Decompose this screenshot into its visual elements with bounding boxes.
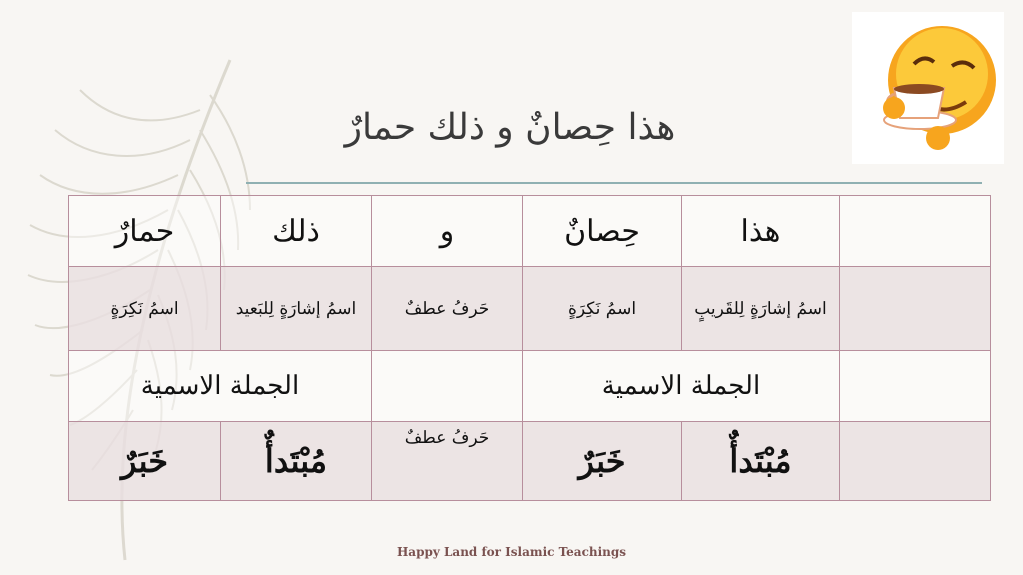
type-cell: اسمُ إشارَةٍ لِلبَعيد	[221, 267, 372, 351]
role-cell: حَرفُ عطفٌ	[372, 422, 523, 501]
word-cell-empty	[840, 196, 991, 267]
footer-credit: Happy Land for Islamic Teachings	[396, 545, 627, 559]
sentence-cell-second: الجملة الاسمية	[69, 351, 372, 422]
type-cell-empty	[840, 267, 991, 351]
table-row-roles	[69, 422, 991, 501]
role-cell: مُبْتَدأٌ	[221, 422, 372, 501]
sentence-cell-middle	[372, 351, 523, 422]
role-cell: مُبْتَدأٌ	[682, 422, 840, 501]
grammar-table	[68, 195, 991, 501]
title-divider	[246, 182, 982, 184]
type-cell: اسمُ نَكِرَةٍ	[69, 267, 221, 351]
table-row-words	[69, 196, 991, 267]
role-cell-empty	[840, 422, 991, 501]
sentence-cell-first: الجملة الاسمية	[523, 351, 840, 422]
table-row-types	[69, 267, 991, 351]
emoji-panel	[852, 12, 1004, 164]
type-cell: اسمُ نَكِرَةٍ	[523, 267, 682, 351]
word-cell: هذا	[682, 196, 840, 267]
coffee-emoji-icon	[852, 12, 1004, 164]
word-cell: و	[372, 196, 523, 267]
role-cell: خَبَرٌ	[523, 422, 682, 501]
word-cell: حِصانٌ	[523, 196, 682, 267]
type-cell: حَرفُ عطفٌ	[372, 267, 523, 351]
sentence-cell-empty	[840, 351, 991, 422]
word-cell: ذلك	[221, 196, 372, 267]
page-title: هذا حِصانٌ و ذلك حمارٌ	[344, 107, 676, 148]
type-cell: اسمُ إشارَةٍ لِلقَريبٍ	[682, 267, 840, 351]
table-row-sentence	[69, 351, 991, 422]
role-cell: خَبَرٌ	[69, 422, 221, 501]
word-cell: حمارٌ	[69, 196, 221, 267]
